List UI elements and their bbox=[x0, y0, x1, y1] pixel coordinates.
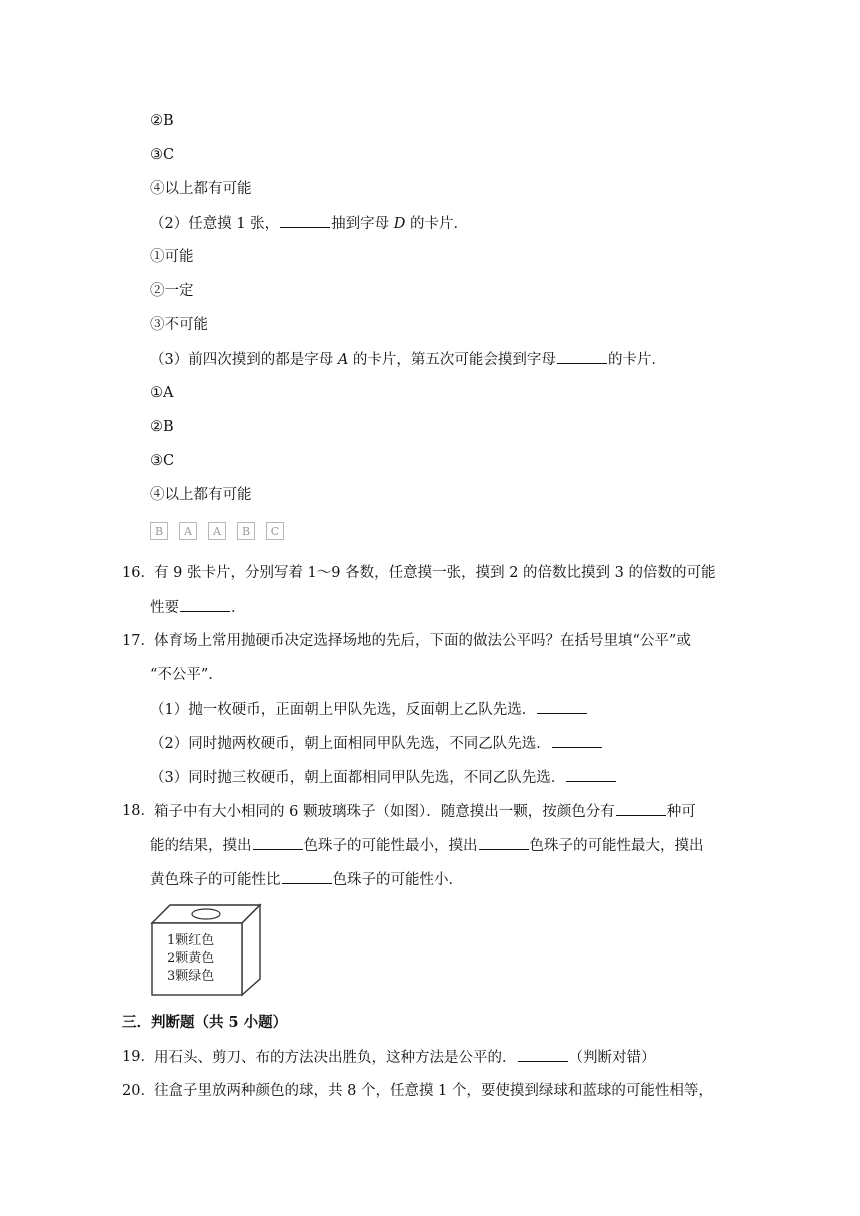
letter-card: A bbox=[179, 522, 197, 540]
question-16-line1: 有 9 张卡片，分别写着 1～9 各数，任意摸一张，摸到 2 的倍数比摸到 3 的倍数的可能 bbox=[154, 565, 716, 581]
question-17-sub2 bbox=[150, 733, 603, 754]
q16-end: ． bbox=[231, 600, 246, 616]
question-20-number: 20． bbox=[122, 1083, 155, 1099]
q18-text: 色珠子的可能性最小，摸出 bbox=[303, 838, 478, 854]
answer-blank[interactable] bbox=[616, 801, 666, 816]
q15-2-end: 的卡片． bbox=[405, 216, 469, 232]
question-15-2 bbox=[150, 213, 468, 234]
q18-text: 色珠子的可能性小． bbox=[332, 872, 463, 888]
q16-pre: 性要 bbox=[150, 600, 179, 616]
q19-tail: （判断对错） bbox=[568, 1050, 656, 1066]
q17-sub1-text: （1）抛一枚硬币，正面朝上甲队先选，反面朝上乙队先选． bbox=[150, 702, 537, 718]
answer-blank[interactable] bbox=[518, 1047, 568, 1062]
q19-text: 用石头、剪刀、布的方法决出胜负，这种方法是公平的． bbox=[154, 1050, 517, 1066]
question-19-line bbox=[154, 1047, 656, 1068]
question-18-line2 bbox=[150, 835, 704, 856]
q15-3-mid: 的卡片，第五次可能会摸到字母 bbox=[348, 352, 556, 368]
answer-blank[interactable] bbox=[280, 213, 330, 228]
answer-blank[interactable] bbox=[479, 835, 529, 850]
letter-card: C bbox=[266, 522, 284, 540]
question-18-line1 bbox=[154, 801, 696, 822]
box-label-yellow: 2颗黄色 bbox=[167, 951, 215, 966]
option-b: ②B bbox=[150, 113, 174, 129]
option-all: ④以上都有可能 bbox=[150, 181, 252, 197]
q18-text: 黄色珠子的可能性比 bbox=[150, 872, 281, 888]
question-16-number: 16． bbox=[122, 565, 155, 581]
box-hole bbox=[192, 909, 220, 919]
option-b: ②B bbox=[150, 419, 174, 435]
question-17-line1: 体育场上常用抛硬币决定选择场地的先后，下面的做法公平吗？在括号里填“公平”或 bbox=[154, 633, 691, 649]
answer-blank[interactable] bbox=[566, 767, 616, 782]
q17-sub3-text: （3）同时抛三枚硬币，朝上面都相同甲队先选，不同乙队先选． bbox=[150, 770, 566, 786]
q18-text: 种可 bbox=[666, 804, 696, 820]
box-label-green: 3颗绿色 bbox=[167, 969, 215, 984]
question-16-line2 bbox=[150, 597, 246, 618]
answer-blank[interactable] bbox=[180, 597, 230, 612]
q15-2-post: 抽到字母 bbox=[331, 216, 394, 232]
q18-text: 色珠子的可能性最大，摸出 bbox=[529, 838, 704, 854]
answer-blank[interactable] bbox=[253, 835, 303, 850]
question-17-sub3 bbox=[150, 767, 617, 788]
answer-blank[interactable] bbox=[537, 699, 587, 714]
option-possible: ①可能 bbox=[150, 249, 194, 265]
q17-sub2-text: （2）同时抛两枚硬币，朝上面相同甲队先选，不同乙队先选． bbox=[150, 736, 551, 752]
question-17-number: 17． bbox=[122, 633, 155, 649]
question-17-sub1 bbox=[150, 699, 588, 720]
box-label-red: 1颗红色 bbox=[167, 933, 215, 948]
question-17-line2: “不公平”． bbox=[150, 667, 223, 683]
bead-box-figure bbox=[150, 903, 262, 999]
q18-text: 能的结果，摸出 bbox=[150, 838, 252, 854]
answer-blank[interactable] bbox=[557, 349, 607, 364]
question-18-number: 18． bbox=[122, 803, 155, 819]
question-20-line: 往盒子里放两种颜色的球，共 8 个，任意摸 1 个，要使摸到绿球和蓝球的可能性相等， bbox=[154, 1083, 713, 1099]
option-c: ③C bbox=[150, 453, 175, 469]
option-certain: ②一定 bbox=[150, 283, 194, 299]
option-all: ④以上都有可能 bbox=[150, 487, 252, 503]
question-15-3 bbox=[150, 349, 666, 370]
letter-card: A bbox=[208, 522, 226, 540]
q15-2-pre: （2）任意摸 1 张， bbox=[150, 216, 280, 232]
question-18-line3 bbox=[150, 869, 463, 890]
q15-3-letter: A bbox=[337, 352, 349, 368]
letter-card: B bbox=[150, 522, 168, 540]
answer-blank[interactable] bbox=[282, 869, 332, 884]
section-heading: 三．判断题（共 5 小题） bbox=[122, 1014, 288, 1031]
question-19-number: 19． bbox=[122, 1049, 155, 1065]
letter-cards-figure bbox=[150, 522, 284, 540]
letter-card: B bbox=[237, 522, 255, 540]
q15-3-pre: （3）前四次摸到的都是字母 bbox=[150, 352, 338, 368]
answer-blank[interactable] bbox=[552, 733, 602, 748]
option-a: ①A bbox=[150, 385, 174, 401]
q15-3-end: 的卡片． bbox=[607, 352, 666, 368]
q18-text: 箱子中有大小相同的 6 颗玻璃珠子（如图）．随意摸出一颗，按颜色分有 bbox=[154, 804, 615, 820]
option-c: ③C bbox=[150, 147, 175, 163]
q15-2-letter: D bbox=[393, 216, 406, 232]
option-impossible: ③不可能 bbox=[150, 317, 208, 333]
